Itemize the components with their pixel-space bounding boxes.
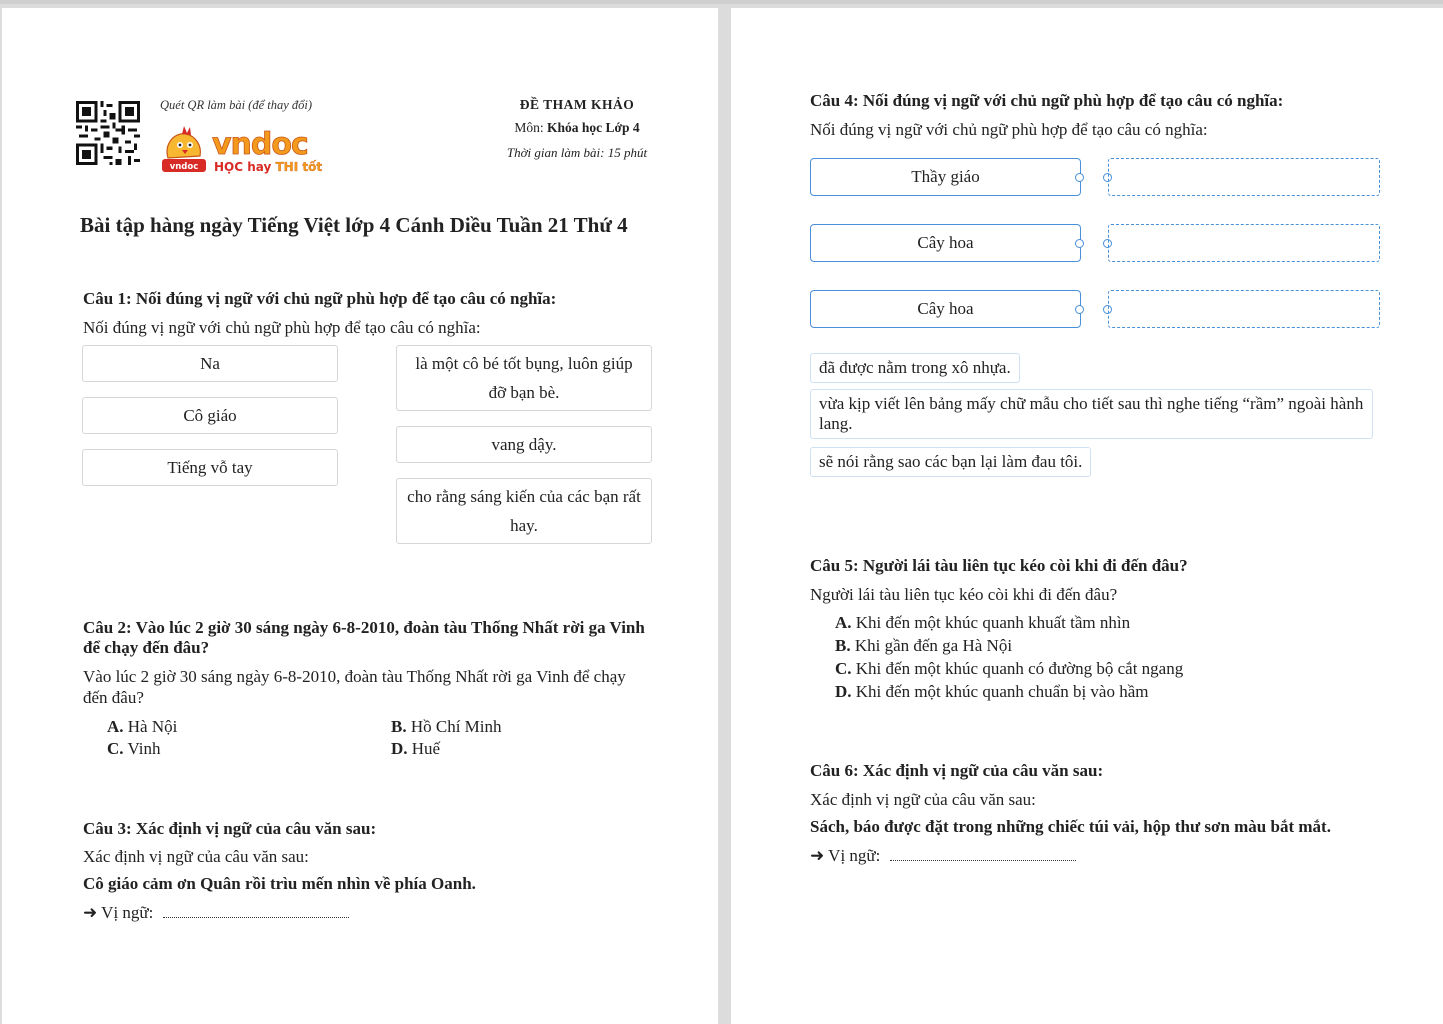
q4-predicate-chip[interactable]: đã được nằm trong xô nhựa.: [810, 353, 1020, 383]
qr-code-icon[interactable]: [76, 98, 140, 168]
svg-text:vndoc: vndoc: [212, 127, 308, 162]
q1-predicate-card[interactable]: [396, 426, 652, 463]
option-text: Hồ Chí Minh: [410, 717, 502, 736]
q1-predicate-card[interactable]: [396, 478, 652, 544]
q4-drop-zone[interactable]: [1108, 158, 1380, 196]
page-1: [2, 8, 718, 1024]
question-6-text: Xác định vị ngữ của câu văn sau:: [810, 790, 1036, 809]
q4-predicate-chip[interactable]: sẽ nói rằng sao các bạn lại làm đau tôi.: [810, 447, 1091, 477]
q1-subject-label: Na: [200, 354, 220, 373]
option-text: Khi gần đến ga Hà Nội: [854, 636, 1013, 655]
option-key: D.: [391, 739, 408, 758]
option-key: C.: [835, 659, 852, 678]
svg-text:vndoc: vndoc: [169, 162, 199, 172]
q5-option-a[interactable]: [835, 612, 1130, 634]
q4-subject-card[interactable]: Cây hoa: [810, 290, 1081, 328]
option-key: A.: [835, 613, 852, 632]
vndoc-logo: [160, 118, 328, 176]
option-text: Huế: [411, 739, 441, 758]
q4-drop-zone[interactable]: [1108, 290, 1380, 328]
option-key: A.: [107, 717, 124, 736]
q4-subject-card[interactable]: Cây hoa: [810, 224, 1081, 262]
q2-option-c[interactable]: [107, 738, 160, 760]
q5-option-b[interactable]: [835, 635, 1012, 657]
svg-text:HỌC hay THI tốt: HỌC hay THI tốt: [214, 160, 323, 174]
page-2: [731, 8, 1443, 1024]
question-2-text: Vào lúc 2 giờ 30 sáng ngày 6-8-2010, đoàn tàu Thống Nhất rời ga Vinh để chạy đến đâu?: [83, 667, 626, 707]
q4-connector-left[interactable]: [1075, 305, 1084, 314]
q1-predicate-label: vang dậy.: [491, 435, 557, 454]
question-3-sentence: Cô giáo cảm ơn Quân rồi trìu mến nhìn về phía Oanh.: [83, 874, 476, 893]
option-text: Khi đến một khúc quanh khuất tầm nhìn: [855, 613, 1131, 632]
subject-value: Khóa học Lớp 4: [547, 120, 640, 135]
question-4-heading: Câu 4: Nối đúng vị ngữ với chủ ngữ phù hợp để tạo câu có nghĩa:: [810, 91, 1284, 110]
subject-label: Môn:: [514, 120, 544, 135]
question-1-text: Nối đúng vị ngữ với chủ ngữ phù hợp để tạo câu có nghĩa:: [83, 318, 481, 337]
q2-option-b[interactable]: [391, 716, 502, 738]
option-key: D.: [835, 682, 852, 701]
question-4-text: Nối đúng vị ngữ với chủ ngữ phù hợp để tạo câu có nghĩa:: [810, 120, 1208, 139]
question-2-heading: Câu 2: Vào lúc 2 giờ 30 sáng ngày 6-8-2010, đoàn tàu Thống Nhất rời ga Vinh để chạy đến đâu?: [83, 618, 645, 657]
q1-subject-card[interactable]: [82, 397, 338, 434]
q6-answer-blank[interactable]: [890, 848, 1076, 861]
q2-option-a[interactable]: [107, 716, 177, 738]
q1-predicate-label: cho rằng sáng kiến của các bạn rất hay.: [407, 487, 641, 535]
q1-subject-card[interactable]: [82, 449, 338, 486]
answer-label: ➜ Vị ngữ:: [810, 846, 881, 865]
q5-option-d[interactable]: [835, 681, 1149, 703]
question-5-heading: Câu 5: Người lái tàu liên tục kéo còi khi đi đến đâu?: [810, 556, 1188, 575]
document-title: Bài tập hàng ngày Tiếng Việt lớp 4 Cánh Diều Tuần 21 Thứ 4: [80, 213, 628, 237]
q4-predicate-chip[interactable]: vừa kịp viết lên bảng mấy chữ mẫu cho tiết sau thì nghe tiếng “rầm” ngoài hành lang.: [810, 389, 1373, 439]
option-key: B.: [835, 636, 851, 655]
option-key: B.: [391, 717, 407, 736]
q4-connector-left[interactable]: [1075, 173, 1084, 182]
question-5-text: Người lái tàu liên tục kéo còi khi đi đến đâu?: [810, 585, 1118, 604]
q4-drop-zone[interactable]: [1108, 224, 1380, 262]
subject-line: [490, 120, 664, 136]
q5-option-c[interactable]: [835, 658, 1183, 680]
question-3-heading: Câu 3: Xác định vị ngữ của câu văn sau:: [83, 819, 377, 838]
question-3-text: Xác định vị ngữ của câu văn sau:: [83, 847, 309, 866]
viewer-top-bar: [0, 0, 1443, 4]
option-key: C.: [107, 739, 124, 758]
question-6-heading: Câu 6: Xác định vị ngữ của câu văn sau:: [810, 761, 1104, 780]
q3-answer-blank[interactable]: [163, 905, 349, 918]
q4-subject-card[interactable]: Thầy giáo: [810, 158, 1081, 196]
exam-title: ĐỀ THAM KHẢO: [519, 97, 635, 112]
q1-subject-card[interactable]: [82, 345, 338, 382]
option-text: Hà Nội: [127, 717, 178, 736]
q2-option-d[interactable]: [391, 738, 440, 760]
q6-answer-row: [810, 845, 1076, 866]
q4-connector-left[interactable]: [1075, 239, 1084, 248]
option-text: Khi đến một khúc quanh có đường bộ cắt ngang: [855, 659, 1184, 678]
q3-answer-row: [83, 902, 349, 923]
question-1-heading: Câu 1: Nối đúng vị ngữ với chủ ngữ phù hợp để tạo câu có nghĩa:: [83, 289, 557, 308]
option-text: Khi đến một khúc quanh chuẩn bị vào hầm: [855, 682, 1149, 701]
exam-duration: Thời gian làm bài: 15 phút: [506, 145, 648, 160]
answer-label: ➜ Vị ngữ:: [83, 903, 154, 922]
question-6-sentence: Sách, báo được đặt trong những chiếc túi vải, hộp thư sơn màu bắt mắt.: [810, 817, 1331, 836]
q1-predicate-card[interactable]: [396, 345, 652, 411]
q1-subject-label: Tiếng vỗ tay: [167, 458, 253, 477]
option-text: Vinh: [127, 739, 161, 758]
q1-subject-label: Cô giáo: [183, 406, 237, 425]
q1-predicate-label: là một cô bé tốt bụng, luôn giúp đỡ bạn bè.: [415, 354, 633, 402]
qr-hint: Quét QR làm bài (để thay đổi): [160, 98, 313, 112]
